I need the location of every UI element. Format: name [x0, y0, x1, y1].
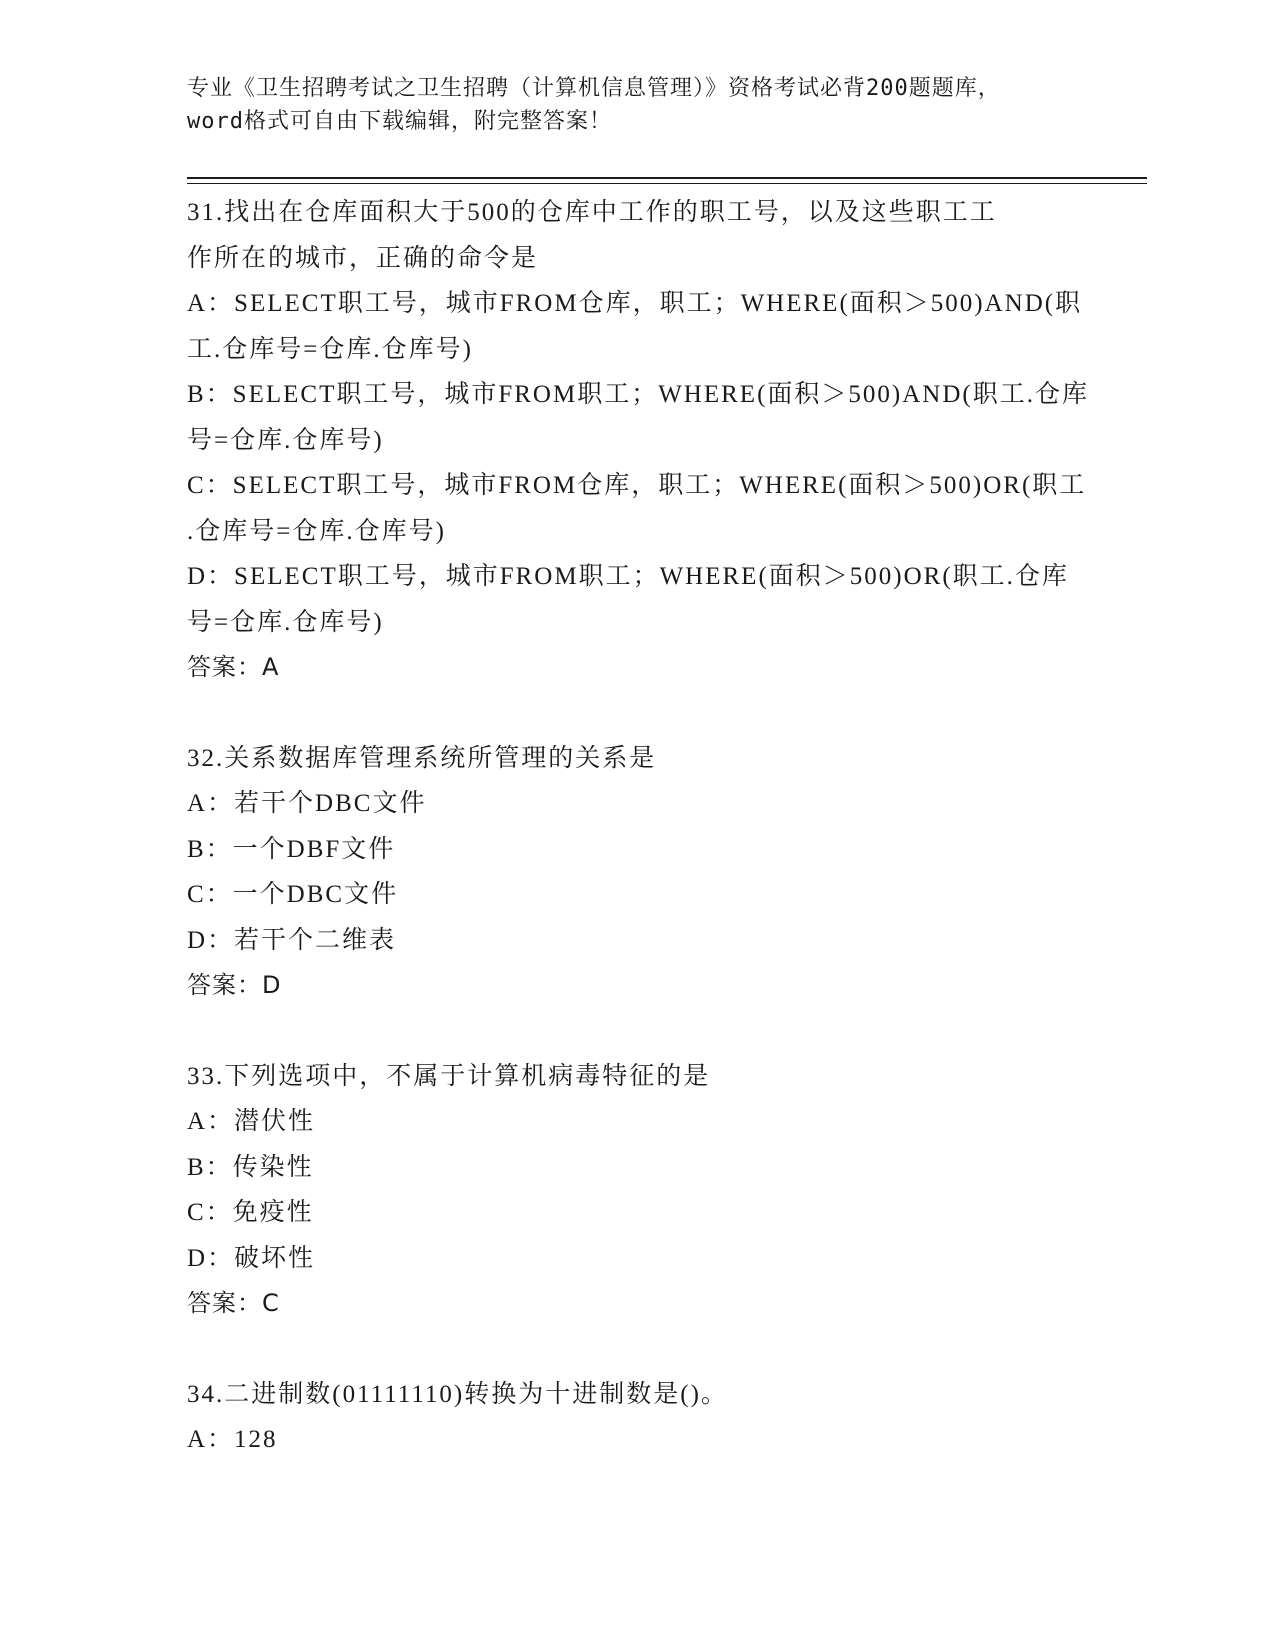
option-d: D：SELECT职工号，城市FROM职工；WHERE(面积＞500)OR(职工.仓库 [187, 563, 1069, 590]
question-stem: 33.下列选项中，不属于计算机病毒特征的是 [187, 1062, 711, 1090]
option-b: B：传染性 [187, 1153, 314, 1181]
option-d: D：破坏性 [187, 1244, 316, 1272]
option-a: A：潜伏性 [187, 1108, 316, 1135]
header-line-1: 专业《卫生招聘考试之卫生招聘（计算机信息管理）》资格考试必背200题题库， [187, 76, 1001, 101]
question-block [187, 736, 1087, 1009]
option-a: A：SELECT职工号，城市FROM仓库，职工；WHERE(面积＞500)AND(职 [187, 290, 1083, 317]
option-d: D：若干个二维表 [187, 926, 397, 954]
option-a: A：若干个DBC文件 [187, 790, 427, 817]
question-block [187, 1054, 1087, 1327]
option-d: 号=仓库.仓库号) [187, 608, 384, 636]
option-a: A：128 [187, 1426, 278, 1453]
spacer [187, 1327, 1087, 1372]
option-c: C：免疫性 [187, 1199, 314, 1226]
option-b: B：一个DBF文件 [187, 835, 396, 863]
header-divider-thick [187, 177, 1147, 179]
document-header [187, 72, 1087, 138]
question-stem: 作所在的城市，正确的命令是 [187, 244, 539, 272]
option-a: 工.仓库号=仓库.仓库号) [187, 335, 473, 363]
header-line-2: word格式可自由下载编辑，附完整答案！ [187, 109, 612, 134]
option-b: B：SELECT职工号，城市FROM职工；WHERE(面积＞500)AND(职工.仓库 [187, 381, 1089, 408]
question-stem: 32.关系数据库管理系统所管理的关系是 [187, 744, 657, 772]
answer-line: 答案：D [187, 971, 282, 999]
header-divider-thin [187, 183, 1147, 184]
question-stem: 34.二进制数(01111110)转换为十进制数是()。 [187, 1380, 728, 1408]
option-c: .仓库号=仓库.仓库号) [187, 517, 446, 545]
answer-line: 答案：A [187, 653, 280, 681]
option-c: C：SELECT职工号，城市FROM仓库，职工；WHERE(面积＞500)OR(职工 [187, 472, 1087, 499]
question-block [187, 190, 1087, 691]
spacer [187, 691, 1087, 736]
question-block [187, 1372, 1087, 1463]
option-b: 号=仓库.仓库号) [187, 426, 384, 454]
answer-line: 答案：C [187, 1289, 280, 1317]
option-c: C：一个DBC文件 [187, 881, 399, 908]
question-stem: 31.找出在仓库面积大于500的仓库中工作的职工号，以及这些职工工 [187, 199, 997, 226]
question-list [187, 190, 1087, 1463]
spacer [187, 1009, 1087, 1054]
